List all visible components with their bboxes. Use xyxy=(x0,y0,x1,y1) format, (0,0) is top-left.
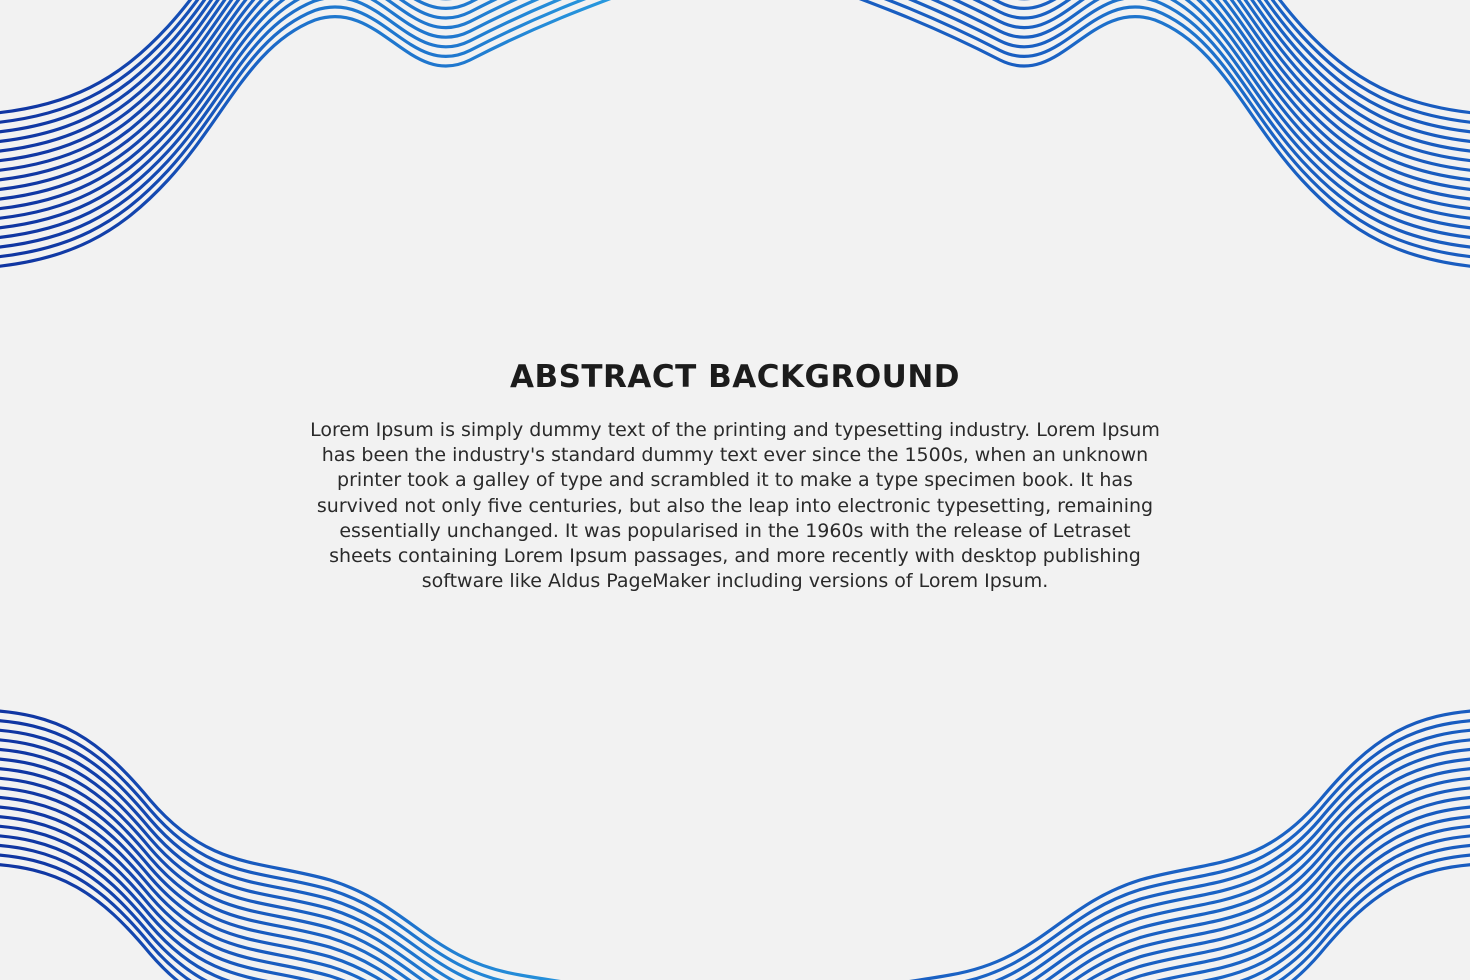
wave-top-left xyxy=(0,0,660,268)
wave-line xyxy=(810,0,1470,134)
wave-line xyxy=(810,0,1470,230)
wave-line xyxy=(0,739,660,980)
wave-line xyxy=(810,0,1470,249)
wave-line xyxy=(810,0,1470,210)
body-paragraph: Lorem Ipsum is simply dummy text of the printing and typesetting industry. Lorem Ipsum has been the industry's standard dummy text ever since the 1500s, when an unknown printer took a galley of type and scrambled it to make a type specimen book. It has survived not only five centuries, but also the leap into electronic typesetting, remaining essentially unchanged. It was popularised in the 1960s with the release of Letraset sheets containing Lorem Ipsum passages, and more recently with desktop publishing software like Aldus PageMaker including versions of Lorem Ipsum. xyxy=(310,419,1160,593)
wave-line xyxy=(0,0,660,230)
wave-line xyxy=(0,0,660,134)
wave-bottom-right xyxy=(810,710,1470,980)
wave-line xyxy=(810,0,1470,191)
page-title: ABSTRACT BACKGROUND xyxy=(509,359,961,395)
wave-line xyxy=(810,0,1470,172)
wave-line xyxy=(0,0,660,191)
wave-line xyxy=(0,0,660,210)
wave-line xyxy=(810,720,1470,980)
text-block xyxy=(295,356,1175,594)
wave-bottom-left xyxy=(0,710,660,980)
wave-line xyxy=(0,0,660,172)
wave-line xyxy=(810,739,1470,980)
wave-line xyxy=(0,720,660,980)
wave-line xyxy=(0,0,660,249)
wave-top-right xyxy=(810,0,1470,268)
